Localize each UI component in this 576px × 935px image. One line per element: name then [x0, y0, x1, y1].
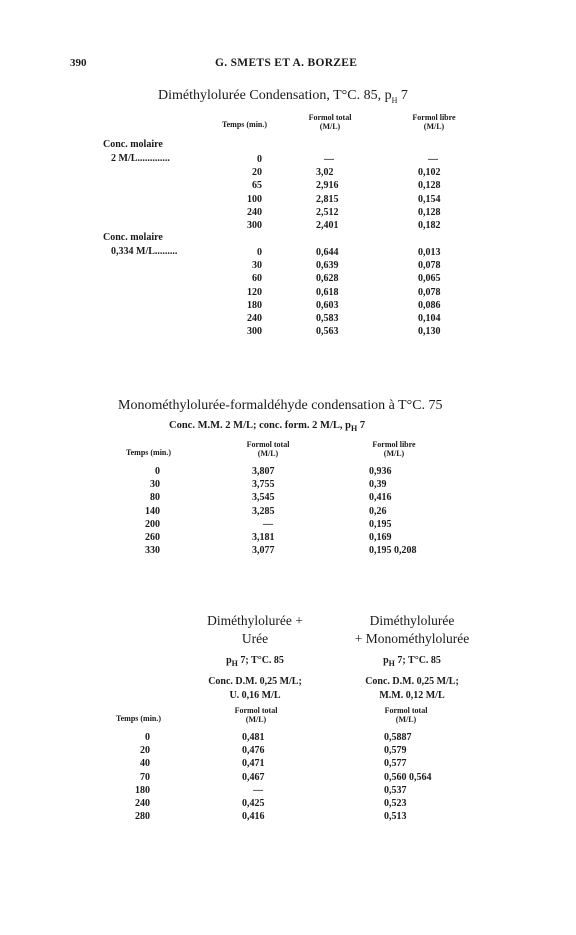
table-cell: 2,916: [316, 180, 339, 192]
table-cell: 0,5887: [384, 732, 412, 743]
table-cell: 0,26: [369, 505, 387, 517]
table3-col-right: Formol total (M/L): [384, 706, 428, 724]
table-cell: 65: [252, 180, 262, 192]
table2-subtitle: Conc. M.M. 2 M/L; conc. form. 2 M/L, $p_H$ 7: [169, 420, 366, 434]
table-cell: 0,639: [316, 260, 339, 272]
table-cell: 180: [247, 299, 262, 311]
table-cell: 0,579: [384, 745, 407, 757]
table2-col-time: Temps (min.): [126, 448, 172, 457]
table-cell: 0,476: [242, 745, 265, 757]
table-cell: 2,512: [316, 206, 339, 218]
table-cell: 0,583: [316, 312, 339, 324]
table1-group2-conc: 0,334 M/L.........: [111, 246, 178, 257]
table-cell: 240: [247, 206, 262, 218]
table1-group1-label: Conc. molaire: [103, 139, 163, 150]
table-cell: 0,471: [242, 758, 265, 770]
table3-col-time: Temps (min.): [116, 714, 162, 723]
table-cell: 0: [257, 154, 262, 165]
table-cell: 20: [252, 167, 262, 179]
table-cell: 2,815: [316, 193, 339, 205]
table3-right-column: [384, 731, 484, 823]
table1-col-time: Temps (min.): [222, 120, 268, 129]
table3-right-header: Diméthylolurée + Monométhylolurée $p_H$ 7; T°C. 85 Conc. D.M. 0,25 M/L; M.M. 0,12 M/L: [354, 613, 470, 701]
table-cell: 3,545: [252, 492, 275, 504]
table-cell: 0,644: [316, 247, 339, 258]
table-cell: 0,128: [418, 206, 441, 218]
table-cell: —: [428, 154, 438, 165]
table2-time-column: [130, 465, 160, 557]
table-cell: 260: [145, 531, 160, 543]
table1-col-total: Formol total (M/L): [308, 113, 352, 131]
running-title: G. SMETS ET A. BORZEE: [215, 57, 358, 69]
table2-total-column: [252, 465, 302, 557]
table3-left-header: Diméthylolurée + Urée $p_H$ 7; T°C. 85 Conc. D.M. 0,25 M/L; U. 0,16 M/L: [207, 613, 303, 701]
table-cell: 0,628: [316, 273, 339, 285]
table-cell: 3,285: [252, 505, 275, 517]
table-cell: —: [253, 784, 263, 796]
table-cell: 0,577: [384, 758, 407, 770]
table-cell: 240: [247, 312, 262, 324]
table3-left-column: [242, 731, 292, 823]
table-cell: 60: [252, 273, 262, 285]
table-cell: 0,481: [242, 732, 265, 743]
table-cell: 3,181: [252, 531, 275, 543]
table-cell: 30: [252, 260, 262, 272]
table-cell: 100: [247, 193, 262, 205]
table-cell: 0,603: [316, 299, 339, 311]
table-cell: 0,467: [242, 771, 265, 783]
page-number: 390: [70, 57, 87, 69]
table-cell: 40: [140, 758, 150, 770]
table-cell: 0,537: [384, 784, 407, 796]
table-cell: —: [324, 154, 334, 165]
table-cell: 20: [140, 745, 150, 757]
table-cell: 0,086: [418, 299, 441, 311]
table1-group2-time-column: [232, 246, 262, 338]
table-cell: 0: [155, 466, 160, 477]
table1-group1-total-column: [316, 153, 366, 232]
table-cell: 70: [140, 771, 150, 783]
table1-group2-libre-column: [418, 246, 468, 338]
table-cell: 0,169: [369, 531, 392, 543]
table-cell: 0,065: [418, 273, 441, 285]
table-cell: 280: [135, 811, 150, 823]
table-cell: 300: [247, 219, 262, 231]
table1-group1-libre-column: [418, 153, 468, 232]
table1-group1-conc: 2 M/L.............: [111, 153, 170, 164]
table-cell: 300: [247, 326, 262, 338]
table-cell: 0,195: [369, 518, 392, 530]
table2-libre-column: [369, 465, 459, 557]
table-cell: 0,128: [418, 180, 441, 192]
table-cell: 0,078: [418, 286, 441, 298]
table1-group1-time-column: [232, 153, 262, 232]
table2-col-libre: Formol libre (M/L): [372, 440, 416, 458]
table2-col-total: Formol total (M/L): [246, 440, 290, 458]
table-cell: 2,401: [316, 219, 339, 231]
table-cell: 0,130: [418, 326, 441, 338]
table-cell: 3,02: [316, 167, 334, 179]
table1-group2-label: Conc. molaire: [103, 232, 163, 243]
table1-col-libre: Formol libre (M/L): [412, 113, 456, 131]
table-cell: 0,618: [316, 286, 339, 298]
table-cell: 200: [145, 518, 160, 530]
table-cell: 0,39: [369, 479, 387, 491]
table-cell: 120: [247, 286, 262, 298]
table1-title: Diméthylolurée Condensation, T°C. 85, $p_H$ 7: [158, 88, 408, 105]
table-cell: 0,102: [418, 167, 441, 179]
table-cell: 240: [135, 797, 150, 809]
table-cell: 30: [150, 479, 160, 491]
table-cell: —: [263, 518, 273, 530]
table-cell: 0,013: [418, 247, 441, 258]
table-cell: 180: [135, 784, 150, 796]
table-cell: 0,182: [418, 219, 441, 231]
table-cell: 0: [145, 732, 150, 743]
table-cell: 0,195 0,208: [369, 545, 417, 557]
table-cell: 80: [150, 492, 160, 504]
table-cell: 0,936: [369, 466, 392, 477]
table-cell: 0,563: [316, 326, 339, 338]
table-cell: 0,513: [384, 811, 407, 823]
table-cell: 140: [145, 505, 160, 517]
table-cell: 0: [257, 247, 262, 258]
table-cell: 330: [145, 545, 160, 557]
table-cell: 0,078: [418, 260, 441, 272]
table2-title: Monométhylolurée-formaldéhyde condensation à T°C. 75: [118, 398, 443, 413]
table-cell: 0,154: [418, 193, 441, 205]
table1-group2-total-column: [316, 246, 366, 338]
table-cell: 3,077: [252, 545, 275, 557]
table-cell: 3,807: [252, 466, 275, 477]
table-cell: 0,416: [369, 492, 392, 504]
table-cell: 0,560 0,564: [384, 771, 432, 783]
table3-time-column: [120, 731, 150, 823]
table-cell: 0,104: [418, 312, 441, 324]
table-cell: 0,523: [384, 797, 407, 809]
table3-col-left: Formol total (M/L): [234, 706, 278, 724]
table-cell: 0,416: [242, 811, 265, 823]
table-cell: 0,425: [242, 797, 265, 809]
table-cell: 3,755: [252, 479, 275, 491]
